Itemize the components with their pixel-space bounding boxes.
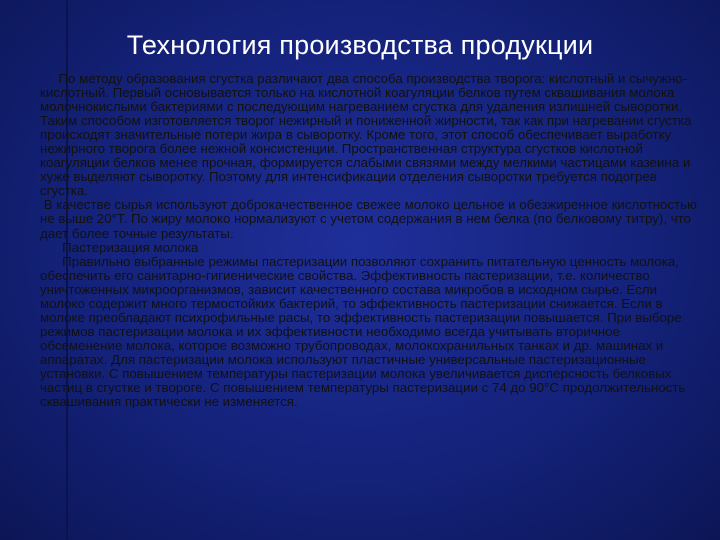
body-paragraph-raw-material: В качестве сырья используют доброкачественное свежее молоко цельное и обезжиренное кислотностью не выше 20°Т. По жиру молоко нормализуют с учетом содержания в нем белка (по белковому титру), что дает более точные результаты. (40, 197, 701, 241)
slide-title: Технология производства продукции (126, 30, 594, 60)
body-paragraph-pasteurization: Правильно выбранные режимы пастеризации позволяют сохранить питательную ценность молока, обеспечить его санитарно-гигиенические свойства. Эффективность пастеризации, т.е. количество уничтоженных микроорганизмов, зависит качественного состава микробов в исходном сырье. Если молоко содержит много термостойких бактерий, то эффективность пастеризации снижается. Если в молоке преобладают психрофильные расы, то эффективность пастеризации повышается. При выборе режимов пастеризации молока и их эффективности необходимо всегда учитывать вторичное обсеменение молока, которое возможно трубопроводах, молокохранильных танках и др. машинах и аппаратах. Для пастеризации молока используют пластичные универсальные пастеризационные установки. С повышением температуры пастеризации молока увеличивается дисперсность белковых частиц в сгустке и твороге. С повышением температуры пастеризации с 74 до 90°С продолжительность сквашивания практически не изменяется. (40, 253, 690, 410)
slide-body (40, 72, 704, 409)
body-paragraph-methods: По методу образования сгустка различают два способа производства творога: кислотный и сычужно-кислотный. Первый основывается только на кислотной коагуляции белков путем сквашивания молока молочнокислыми бактериями с последующим нагреванием сгустка для удаления излишней сыворотки. Таким способом изготовляется творог нежирный и пониженной жирности, так как при нагревании сгустка происходят значительные потери жира в сыворотку. Кроме того, этот способ обеспечивает выработку нежирного творога более нежной консистенции. Пространственная структура сгустков кислотной коагуляции белков менее прочная, формируется слабыми связями между мелкими частицами казеина и хуже выделяют сыворотку. Поэтому для интенсификации отделения сыворотки требуется подогрев сгустка. (40, 71, 696, 199)
body-subheading-pasteurization: Пастеризация молока (40, 239, 199, 255)
